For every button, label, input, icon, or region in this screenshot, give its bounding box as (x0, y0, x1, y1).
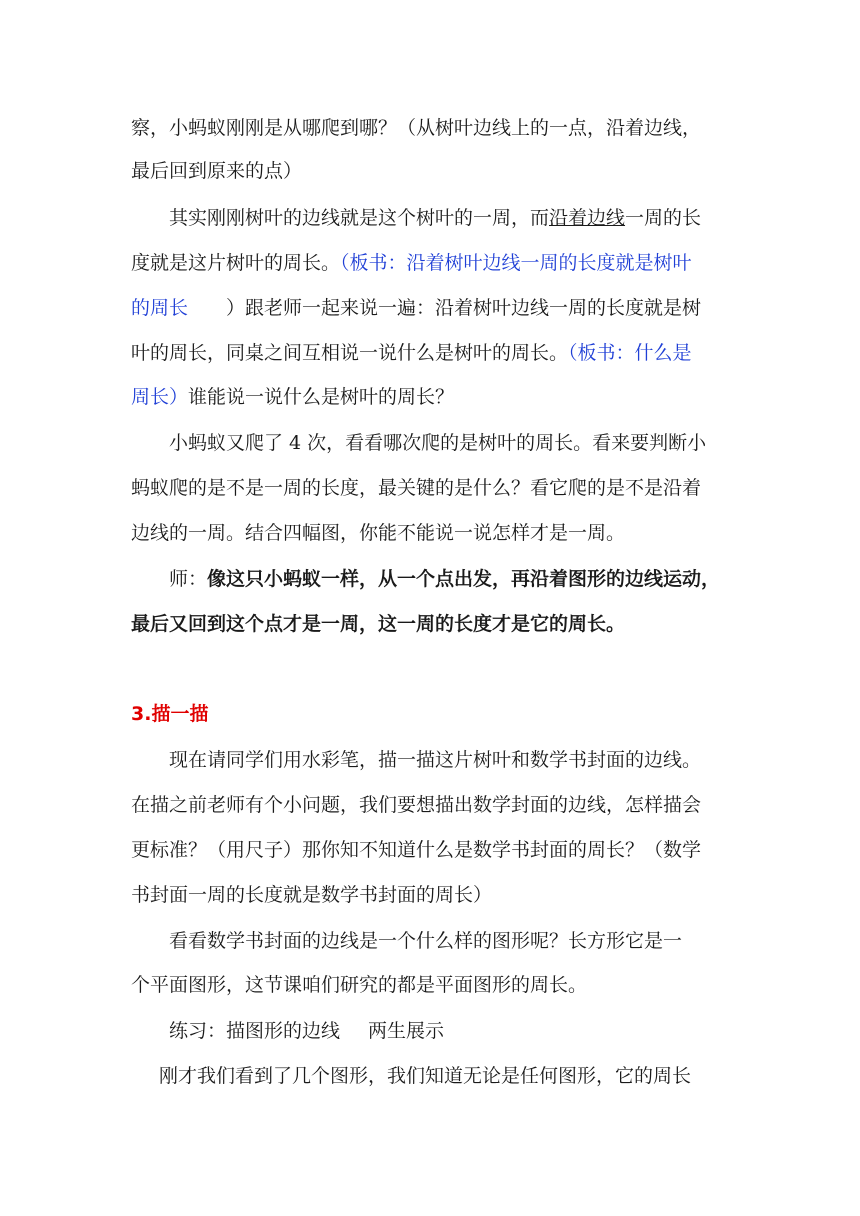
paragraph-line (131, 521, 731, 545)
text-segment: 察，小蚂蚁刚刚是从哪爬到哪？（从树叶边线上的一点，沿着边线， (131, 117, 702, 139)
paragraph-line (131, 883, 731, 907)
paragraph-line (131, 341, 731, 365)
text-segment: 边线的一周。结合四幅图，你能不能说一说怎样才是一周。 (131, 522, 626, 544)
text-segment: 看看数学书封面的边线是一个什么样的图形呢？长方形它是一 (169, 930, 683, 952)
paragraph-line (131, 476, 731, 500)
paragraph-line (131, 748, 731, 772)
section-heading (131, 702, 731, 726)
paragraph-line (131, 251, 731, 275)
text-segment: 个平面图形，这节课咱们研究的都是平面图形的周长。 (131, 974, 588, 996)
paragraph-line (131, 929, 731, 953)
bold-text: 最后又回到这个点才是一周，这一周的长度才是它的周长。 (131, 613, 626, 635)
paragraph-line (131, 159, 731, 183)
paragraph-line (131, 385, 731, 409)
blackboard-note: （板书：什么是 (568, 342, 692, 364)
text-segment: 现在请同学们用水彩笔，描一描这片树叶和数学书封面的边线。 (169, 749, 702, 771)
text-segment: ）跟老师一起来说一遍：沿着树叶边线一周的长度就是树 (226, 297, 702, 319)
text-segment: 蚂蚁爬的是不是一周的长度，最关键的是什么？看它爬的是不是沿着 (131, 477, 702, 499)
text-segment: 谁能说一说什么是树叶的周长？ (188, 386, 455, 408)
text-segment: 度就是这片树叶的周长。 (131, 252, 341, 274)
paragraph-line (131, 296, 731, 320)
blackboard-note: （板书：沿着树叶边线一周的长度就是树叶 (340, 252, 692, 274)
text-segment: 更标准？（用尺子）那你知不知道什么是数学书封面的周长？（数学 (131, 839, 702, 861)
text-segment: 师： (169, 568, 208, 590)
paragraph-line (131, 612, 731, 636)
blackboard-note: 周长） (131, 386, 189, 408)
paragraph-line (131, 838, 731, 862)
text-segment: 小蚂蚁又爬了 4 次，看看哪次爬的是树叶的周长。看来要判断小 (169, 432, 707, 454)
paragraph-line (131, 1019, 731, 1043)
bold-text: 像这只小蚂蚁一样，从一个点出发，再沿着图形的边线运动， (207, 568, 721, 590)
blackboard-note: 的周长 (131, 297, 189, 319)
text-segment: 刚才我们看到了几个图形，我们知道无论是任何图形，它的周长 (159, 1065, 692, 1087)
paragraph-line (131, 431, 731, 455)
text-segment: 叶的周长，同桌之间互相说一说什么是树叶的周长。 (131, 342, 569, 364)
text-segment: 两生展示 (368, 1020, 445, 1042)
underlined-text: 沿着边线 (549, 207, 626, 229)
text-segment: 在描之前老师有个小问题，我们要想描出数学封面的边线，怎样描会 (131, 794, 702, 816)
paragraph-line (131, 567, 731, 591)
paragraph-line (131, 1064, 731, 1088)
paragraph-line (131, 206, 731, 230)
text-segment: 练习：描图形的边线 (169, 1020, 341, 1042)
paragraph-line (131, 973, 731, 997)
paragraph-line (131, 793, 731, 817)
text-segment: 一周的长 (625, 207, 702, 229)
text-segment: 书封面一周的长度就是数学书封面的周长） (131, 884, 493, 906)
text-segment: 其实刚刚树叶的边线就是这个树叶的一周，而 (169, 207, 550, 229)
heading-text: 3.描一描 (131, 703, 209, 725)
paragraph-line (131, 116, 731, 140)
text-segment: 最后回到原来的点） (131, 160, 303, 182)
